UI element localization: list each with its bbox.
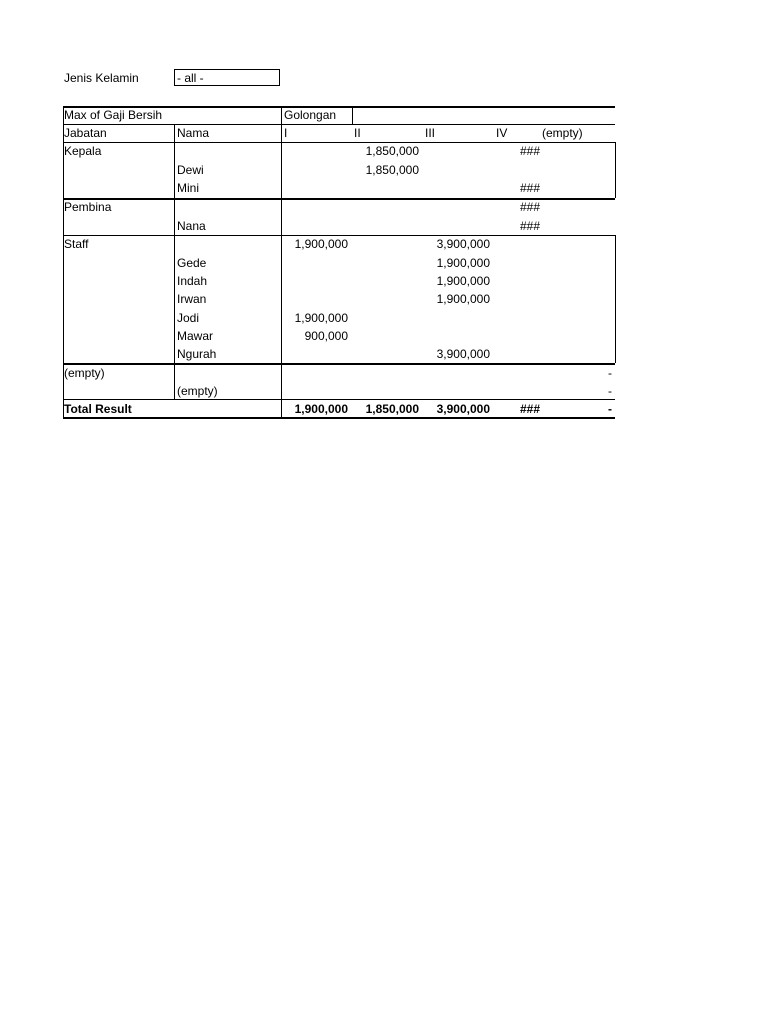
cell-col-empty bbox=[540, 290, 612, 308]
jabatan-divider bbox=[174, 124, 175, 400]
cell-col-i bbox=[282, 179, 348, 197]
cell-nama[interactable] bbox=[177, 364, 277, 382]
cell-jabatan[interactable] bbox=[64, 345, 172, 363]
cell-col-i bbox=[282, 382, 348, 400]
total-col-iii: 3,900,000 bbox=[436, 402, 490, 416]
cell-col-iii bbox=[423, 364, 490, 382]
cell-col-ii bbox=[352, 382, 419, 400]
cell-jabatan[interactable] bbox=[64, 309, 172, 327]
total-top-border bbox=[63, 399, 615, 400]
cell-jabatan[interactable]: Pembina bbox=[64, 200, 112, 214]
header-jabatan[interactable]: Jabatan bbox=[64, 126, 107, 140]
total-label: Total Result bbox=[64, 402, 132, 416]
cell-jabatan[interactable] bbox=[64, 161, 172, 179]
cell-col-iii bbox=[423, 309, 490, 327]
cell-col-empty bbox=[540, 254, 612, 272]
cell-col-empty bbox=[540, 309, 612, 327]
cell-col-ii bbox=[352, 217, 419, 235]
cell-col-iv: ### bbox=[519, 219, 540, 233]
filter-dropdown[interactable]: - all - bbox=[174, 69, 280, 86]
header-col-i: I bbox=[284, 126, 288, 140]
header-col-empty: (empty) bbox=[542, 126, 583, 140]
cell-col-empty: - bbox=[608, 366, 612, 380]
cell-col-iv: ### bbox=[519, 181, 540, 195]
cell-col-iv: ### bbox=[519, 144, 540, 158]
cell-nama[interactable] bbox=[177, 198, 277, 216]
cell-col-empty bbox=[540, 198, 612, 216]
cell-col-ii bbox=[352, 198, 419, 216]
header-col-iii: III bbox=[425, 126, 436, 140]
cell-col-ii bbox=[352, 254, 419, 272]
cell-col-empty bbox=[540, 327, 612, 345]
table-bottom-border bbox=[63, 417, 615, 419]
cell-col-iii: 3,900,000 bbox=[436, 237, 490, 251]
total-col-iv: ### bbox=[519, 402, 540, 416]
cell-col-ii: 1,850,000 bbox=[365, 163, 419, 177]
cell-nama[interactable]: Mawar bbox=[177, 329, 214, 343]
cell-col-ii: 1,850,000 bbox=[365, 144, 419, 158]
header-divider bbox=[63, 124, 615, 125]
cell-col-i bbox=[282, 272, 348, 290]
cell-col-iv bbox=[494, 254, 540, 272]
cell-col-iii: 1,900,000 bbox=[436, 274, 490, 288]
header-col-ii: II bbox=[354, 126, 361, 140]
cell-col-ii bbox=[352, 345, 419, 363]
cell-col-iv bbox=[494, 235, 540, 253]
cell-jabatan[interactable] bbox=[64, 217, 172, 235]
cell-col-i: 1,900,000 bbox=[294, 237, 348, 251]
cell-nama[interactable]: Gede bbox=[177, 256, 207, 270]
header-col-iv: IV bbox=[496, 126, 508, 140]
cell-nama[interactable]: Irwan bbox=[177, 292, 207, 306]
cell-jabatan[interactable] bbox=[64, 327, 172, 345]
cell-nama[interactable]: Ngurah bbox=[177, 347, 217, 361]
total-col-ii: 1,850,000 bbox=[365, 402, 419, 416]
cell-col-empty bbox=[540, 142, 612, 160]
right-border-kepala bbox=[615, 142, 616, 198]
cell-nama[interactable] bbox=[177, 142, 277, 160]
cell-col-empty bbox=[540, 345, 612, 363]
cell-col-iv bbox=[494, 345, 540, 363]
row-header-divider bbox=[281, 106, 282, 419]
cell-col-i: 1,900,000 bbox=[294, 311, 348, 325]
cell-col-i bbox=[282, 161, 348, 179]
cell-jabatan[interactable]: Staff bbox=[64, 237, 89, 251]
cell-col-ii bbox=[352, 309, 419, 327]
cell-col-iii bbox=[423, 161, 490, 179]
cell-col-ii bbox=[352, 272, 419, 290]
cell-col-i bbox=[282, 345, 348, 363]
cell-nama[interactable]: Dewi bbox=[177, 163, 204, 177]
group-divider-staff bbox=[63, 363, 615, 365]
cell-jabatan[interactable] bbox=[64, 382, 172, 400]
cell-col-iv: ### bbox=[519, 200, 540, 214]
cell-col-iii bbox=[423, 198, 490, 216]
cell-nama[interactable]: Mini bbox=[177, 181, 200, 195]
cell-jabatan[interactable] bbox=[64, 179, 172, 197]
total-col-empty: - bbox=[608, 402, 612, 416]
cell-col-iv bbox=[494, 364, 540, 382]
cell-col-iii bbox=[423, 142, 490, 160]
cell-col-iv bbox=[494, 290, 540, 308]
cell-col-iii bbox=[423, 327, 490, 345]
table-top-border bbox=[63, 106, 615, 108]
column-field-label[interactable]: Golongan bbox=[284, 108, 337, 122]
cell-col-iv bbox=[494, 272, 540, 290]
cell-col-i bbox=[282, 142, 348, 160]
cell-col-i bbox=[282, 198, 348, 216]
left-border bbox=[63, 106, 64, 419]
cell-col-iv bbox=[494, 382, 540, 400]
cell-col-ii bbox=[352, 327, 419, 345]
cell-jabatan[interactable] bbox=[64, 290, 172, 308]
cell-col-iv bbox=[494, 161, 540, 179]
group-divider-pembina bbox=[63, 235, 615, 236]
cell-jabatan[interactable]: Kepala bbox=[64, 144, 102, 158]
cell-col-empty bbox=[540, 217, 612, 235]
header-nama[interactable]: Nama bbox=[177, 126, 210, 140]
cell-col-empty bbox=[540, 161, 612, 179]
cell-col-ii bbox=[352, 235, 419, 253]
cell-col-ii bbox=[352, 290, 419, 308]
header-bottom-border bbox=[63, 142, 615, 143]
cell-nama[interactable]: Nana bbox=[177, 219, 206, 233]
column-field-box bbox=[282, 106, 353, 124]
cell-col-ii bbox=[352, 179, 419, 197]
cell-col-iv bbox=[494, 327, 540, 345]
cell-col-empty: - bbox=[608, 384, 612, 398]
cell-col-i bbox=[282, 254, 348, 272]
measure-label: Max of Gaji Bersih bbox=[64, 108, 163, 122]
cell-col-iii bbox=[423, 179, 490, 197]
cell-nama[interactable] bbox=[177, 235, 277, 253]
cell-col-ii bbox=[352, 364, 419, 382]
cell-jabatan[interactable] bbox=[64, 254, 172, 272]
cell-col-iii: 3,900,000 bbox=[436, 347, 490, 361]
cell-jabatan[interactable] bbox=[64, 272, 172, 290]
group-divider-kepala bbox=[63, 198, 615, 200]
cell-jabatan[interactable]: (empty) bbox=[64, 366, 105, 380]
cell-col-empty bbox=[540, 179, 612, 197]
cell-col-iii: 1,900,000 bbox=[436, 256, 490, 270]
cell-nama[interactable]: (empty) bbox=[177, 384, 218, 398]
cell-col-iii bbox=[423, 382, 490, 400]
total-col-i: 1,900,000 bbox=[294, 402, 348, 416]
cell-col-iii: 1,900,000 bbox=[436, 292, 490, 306]
cell-col-empty bbox=[540, 272, 612, 290]
cell-col-iii bbox=[423, 217, 490, 235]
cell-col-iv bbox=[494, 309, 540, 327]
cell-col-i bbox=[282, 217, 348, 235]
cell-nama[interactable]: Indah bbox=[177, 274, 208, 288]
filter-label: Jenis Kelamin bbox=[64, 71, 139, 85]
cell-col-i: 900,000 bbox=[304, 329, 348, 343]
cell-col-i bbox=[282, 290, 348, 308]
cell-col-empty bbox=[540, 235, 612, 253]
right-border-staff bbox=[615, 235, 616, 363]
cell-col-i bbox=[282, 364, 348, 382]
cell-nama[interactable]: Jodi bbox=[177, 311, 200, 325]
